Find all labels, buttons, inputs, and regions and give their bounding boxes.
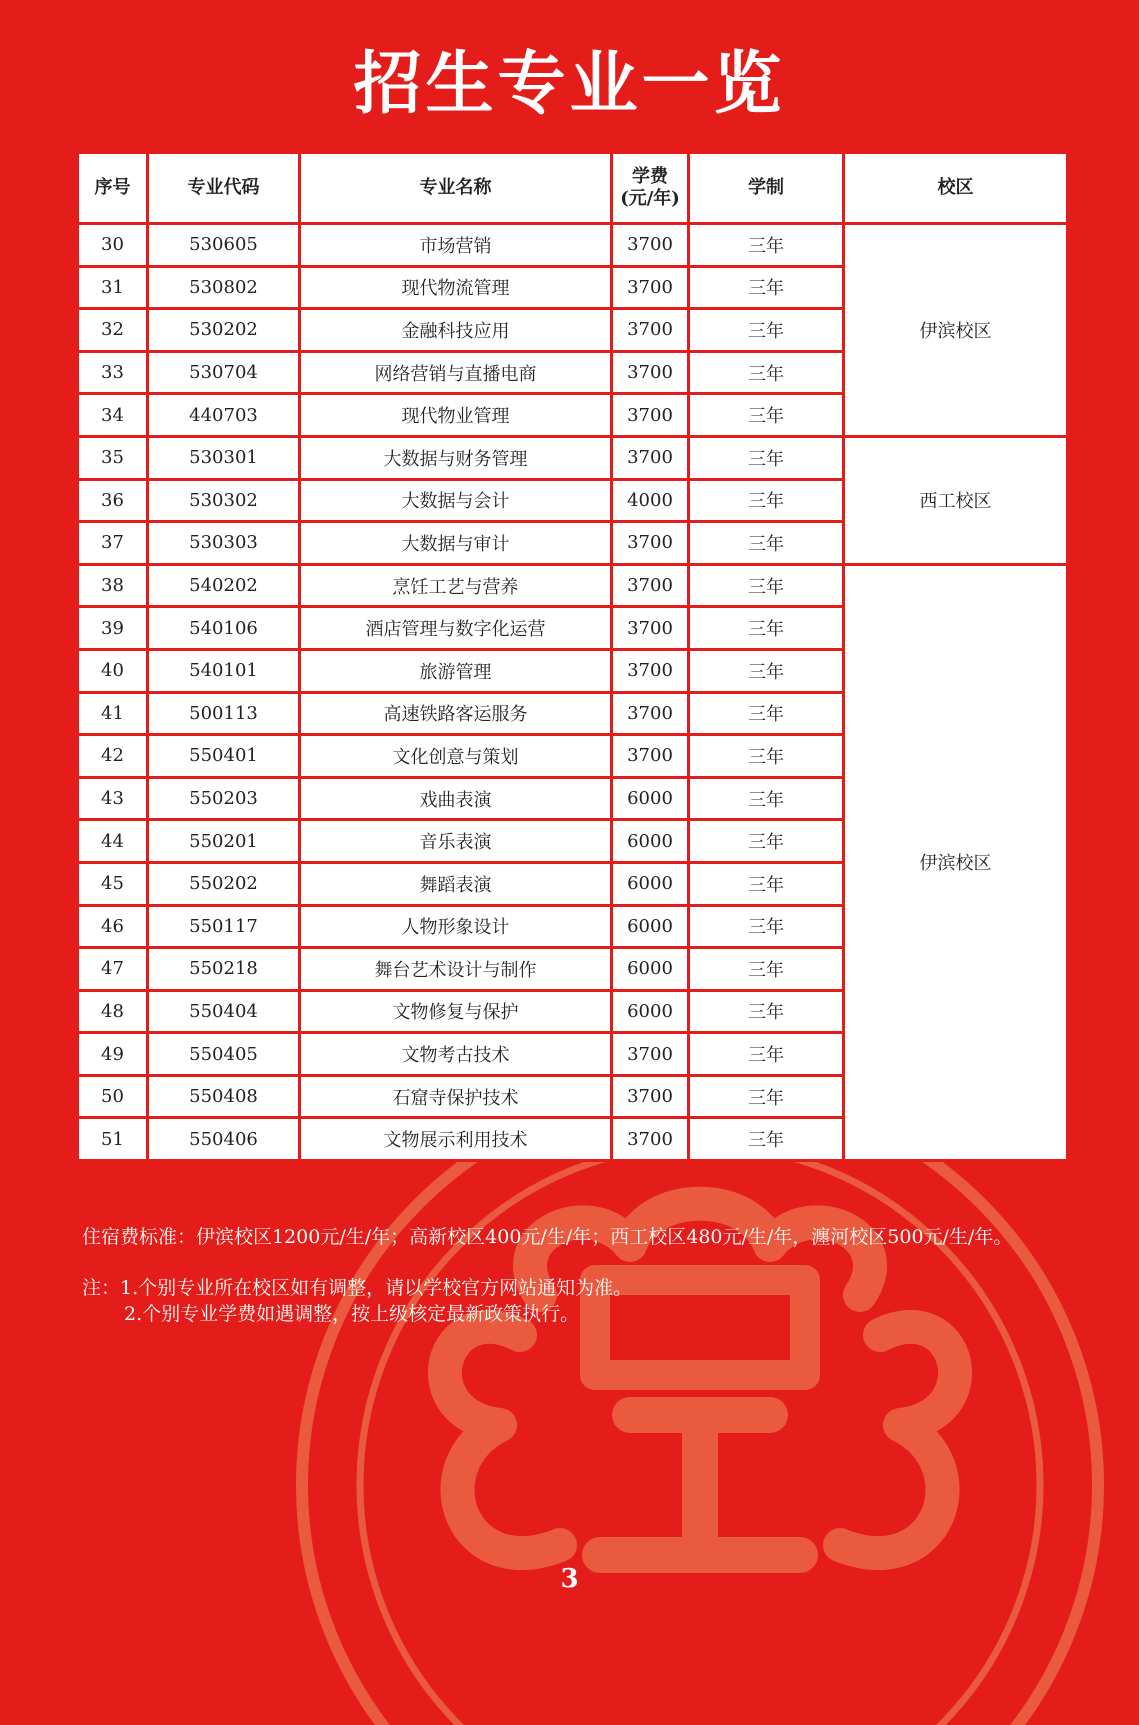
cell-code: 550117: [148, 905, 300, 948]
header-index: 序号: [78, 153, 148, 224]
cell-code: 550405: [148, 1033, 300, 1076]
cell-fee: 3700: [612, 266, 689, 309]
cell-name: 文物修复与保护: [300, 990, 612, 1033]
cell-name: 文物考古技术: [300, 1033, 612, 1076]
cell-code: 540106: [148, 607, 300, 650]
cell-code: 530605: [148, 224, 300, 267]
cell-index: 33: [78, 351, 148, 394]
cell-fee: 4000: [612, 479, 689, 522]
cell-duration: 三年: [689, 1033, 844, 1076]
cell-fee: 3700: [612, 1033, 689, 1076]
cell-fee: 6000: [612, 777, 689, 820]
cell-fee: 3700: [612, 649, 689, 692]
cell-code: 550218: [148, 948, 300, 991]
cell-name: 高速铁路客运服务: [300, 692, 612, 735]
cell-fee: 3700: [612, 607, 689, 650]
cell-index: 31: [78, 266, 148, 309]
page-title: 招生专业一览: [353, 44, 786, 124]
cell-name: 酒店管理与数字化运营: [300, 607, 612, 650]
cell-index: 38: [78, 564, 148, 607]
cell-index: 37: [78, 522, 148, 565]
cell-fee: 6000: [612, 948, 689, 991]
cell-code: 440703: [148, 394, 300, 437]
cell-duration: 三年: [689, 905, 844, 948]
cell-name: 文化创意与策划: [300, 735, 612, 778]
table-body: [78, 224, 1068, 1161]
accommodation-fee-note: 住宿费标准：伊滨校区1200元/生/年；高新校区400元/生/年；西工校区480元/生/年，瀍河校区500元/生/年。: [82, 1226, 1013, 1248]
cell-fee: 3700: [612, 522, 689, 565]
cell-name: 现代物流管理: [300, 266, 612, 309]
cell-name: 大数据与会计: [300, 479, 612, 522]
header-name: 专业名称: [300, 153, 612, 224]
cell-index: 51: [78, 1118, 148, 1161]
cell-duration: 三年: [689, 1118, 844, 1161]
note-line-2: 2.个别专业学费如遇调整，按上级核定最新政策执行。: [124, 1303, 580, 1325]
cell-name: 大数据与财务管理: [300, 436, 612, 479]
cell-index: 35: [78, 436, 148, 479]
cell-index: 32: [78, 309, 148, 352]
cell-name: 文物展示利用技术: [300, 1118, 612, 1161]
cell-duration: 三年: [689, 266, 844, 309]
cell-name: 戏曲表演: [300, 777, 612, 820]
cell-index: 49: [78, 1033, 148, 1076]
seal-watermark: [270, 1085, 1130, 1725]
cell-code: 530303: [148, 522, 300, 565]
cell-fee: 3700: [612, 1118, 689, 1161]
cell-code: 530704: [148, 351, 300, 394]
cell-code: 550201: [148, 820, 300, 863]
cell-campus: 伊滨校区: [844, 224, 1068, 437]
cell-name: 舞台艺术设计与制作: [300, 948, 612, 991]
cell-index: 36: [78, 479, 148, 522]
cell-code: 550401: [148, 735, 300, 778]
notes: [82, 1275, 632, 1327]
header-duration: 学制: [689, 153, 844, 224]
table-header-row: [78, 153, 1068, 224]
cell-index: 48: [78, 990, 148, 1033]
cell-index: 45: [78, 862, 148, 905]
cell-fee: 3700: [612, 394, 689, 437]
cell-name: 舞蹈表演: [300, 862, 612, 905]
header-fee: [612, 153, 689, 224]
cell-fee: 6000: [612, 990, 689, 1033]
cell-duration: 三年: [689, 820, 844, 863]
header-code: 专业代码: [148, 153, 300, 224]
cell-code: 530301: [148, 436, 300, 479]
majors-table: [76, 151, 1069, 1162]
cell-index: 40: [78, 649, 148, 692]
cell-code: 540101: [148, 649, 300, 692]
cell-duration: 三年: [689, 1075, 844, 1118]
table-row: [78, 224, 1068, 267]
cell-index: 39: [78, 607, 148, 650]
cell-index: 41: [78, 692, 148, 735]
cell-name: 大数据与审计: [300, 522, 612, 565]
cell-duration: 三年: [689, 479, 844, 522]
cell-code: 550202: [148, 862, 300, 905]
header-fee-line1: 学费: [632, 166, 668, 187]
cell-name: 石窟寺保护技术: [300, 1075, 612, 1118]
cell-duration: 三年: [689, 692, 844, 735]
cell-duration: 三年: [689, 436, 844, 479]
cell-index: 50: [78, 1075, 148, 1118]
cell-campus: 伊滨校区: [844, 564, 1068, 1160]
cell-fee: 3700: [612, 351, 689, 394]
cell-index: 47: [78, 948, 148, 991]
cell-code: 530802: [148, 266, 300, 309]
cell-code: 540202: [148, 564, 300, 607]
cell-duration: 三年: [689, 777, 844, 820]
note-line-1: 注：1.个别专业所在校区如有调整，请以学校官方网站通知为准。: [82, 1277, 633, 1299]
cell-duration: 三年: [689, 522, 844, 565]
cell-name: 网络营销与直播电商: [300, 351, 612, 394]
cell-code: 550406: [148, 1118, 300, 1161]
cell-fee: 3700: [612, 224, 689, 267]
cell-index: 34: [78, 394, 148, 437]
cell-index: 46: [78, 905, 148, 948]
cell-name: 旅游管理: [300, 649, 612, 692]
cell-duration: 三年: [689, 394, 844, 437]
cell-index: 44: [78, 820, 148, 863]
cell-fee: 6000: [612, 820, 689, 863]
header-fee-line2: (元/年): [620, 188, 680, 209]
cell-duration: 三年: [689, 309, 844, 352]
cell-fee: 6000: [612, 905, 689, 948]
cell-name: 人物形象设计: [300, 905, 612, 948]
page-number: 3: [560, 1564, 579, 1594]
cell-duration: 三年: [689, 990, 844, 1033]
cell-duration: 三年: [689, 862, 844, 905]
cell-index: 30: [78, 224, 148, 267]
cell-duration: 三年: [689, 735, 844, 778]
cell-duration: 三年: [689, 564, 844, 607]
cell-code: 550203: [148, 777, 300, 820]
cell-fee: 3700: [612, 1075, 689, 1118]
cell-code: 550408: [148, 1075, 300, 1118]
cell-fee: 3700: [612, 692, 689, 735]
cell-name: 烹饪工艺与营养: [300, 564, 612, 607]
cell-fee: 6000: [612, 862, 689, 905]
cell-duration: 三年: [689, 351, 844, 394]
cell-duration: 三年: [689, 649, 844, 692]
cell-name: 现代物业管理: [300, 394, 612, 437]
cell-index: 42: [78, 735, 148, 778]
cell-duration: 三年: [689, 948, 844, 991]
cell-fee: 3700: [612, 735, 689, 778]
cell-code: 530302: [148, 479, 300, 522]
cell-fee: 3700: [612, 436, 689, 479]
cell-code: 500113: [148, 692, 300, 735]
cell-duration: 三年: [689, 607, 844, 650]
cell-code: 530202: [148, 309, 300, 352]
table-row: [78, 436, 1068, 479]
cell-name: 金融科技应用: [300, 309, 612, 352]
cell-campus: 西工校区: [844, 436, 1068, 564]
cell-fee: 3700: [612, 309, 689, 352]
cell-fee: 3700: [612, 564, 689, 607]
cell-code: 550404: [148, 990, 300, 1033]
header-campus: 校区: [844, 153, 1068, 224]
cell-name: 音乐表演: [300, 820, 612, 863]
cell-index: 43: [78, 777, 148, 820]
cell-name: 市场营销: [300, 224, 612, 267]
cell-duration: 三年: [689, 224, 844, 267]
table-row: [78, 564, 1068, 607]
